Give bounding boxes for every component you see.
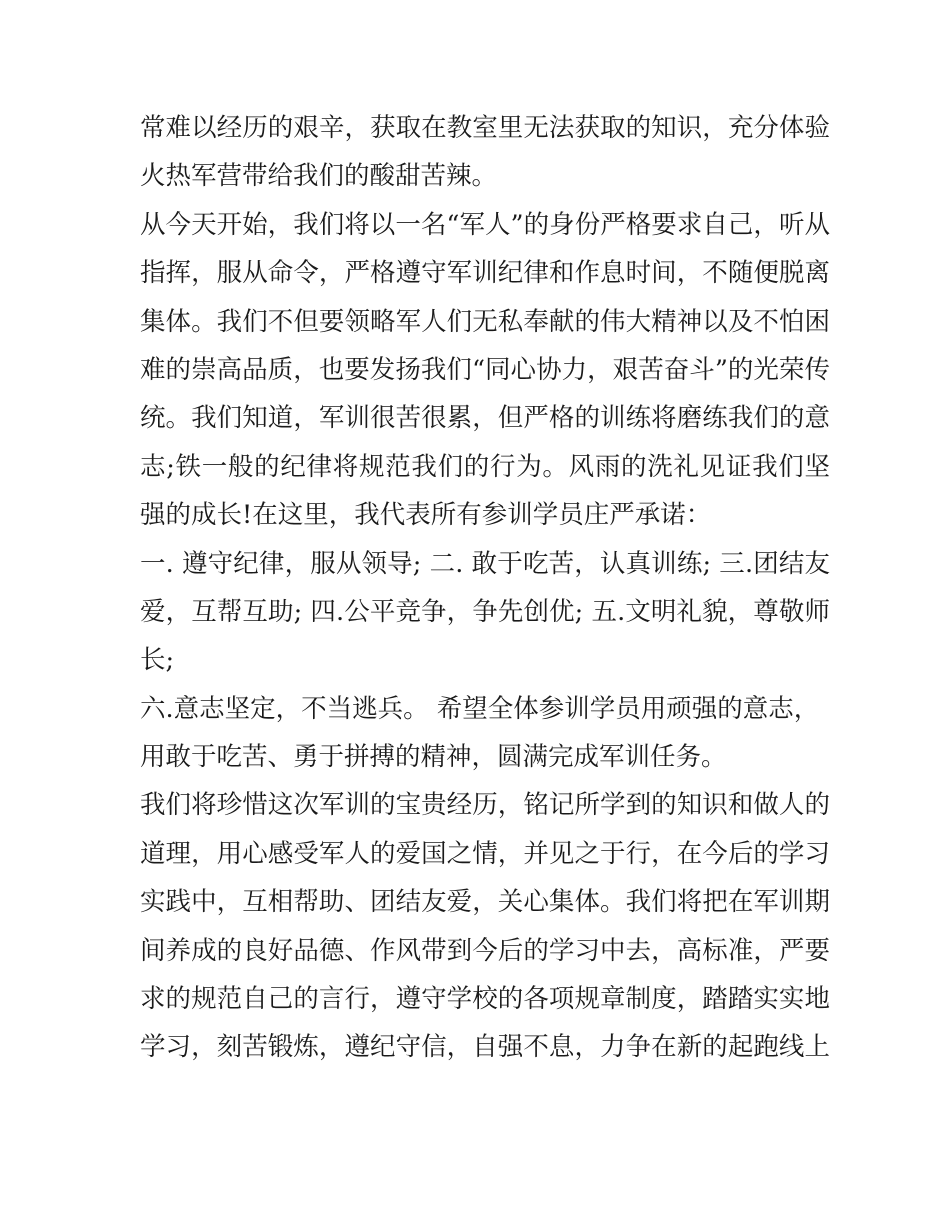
text-line: 难的崇高品质，也要发扬我们“同心协力，艰苦奋斗”的光荣传 <box>140 354 830 385</box>
text-line: 志;铁一般的纪律将规范我们的行为。风雨的洗礼见证我们坚 <box>140 451 830 482</box>
text-line: 爱，互帮互助; 四.公平竞争，争先创优; 五.文明礼貌，尊敬师 <box>140 596 830 627</box>
text-line: 间养成的良好品德、作风带到今后的学习中去，高标准，严要 <box>140 935 830 966</box>
text-line: 统。我们知道，军训很苦很累，但严格的训练将磨练我们的意 <box>140 403 830 434</box>
text-line: 实践中，互相帮助、团结友爱，关心集体。我们将把在军训期 <box>140 887 830 918</box>
text-line: 从今天开始，我们将以一名“军人”的身份严格要求自己，听从 <box>140 209 830 240</box>
text-line: 长; <box>140 645 175 676</box>
body-text <box>140 104 830 1072</box>
text-line: 六.意志坚定，不当逃兵。 希望全体参训学员用顽强的意志， <box>140 693 820 724</box>
text-line: 强的成长!在这里，我代表所有参训学员庄严承诺： <box>140 500 712 531</box>
text-line: 道理，用心感受军人的爱国之情，并见之于行，在今后的学习 <box>140 838 830 869</box>
text-line: 火热军营带给我们的酸甜苦辣。 <box>140 161 498 192</box>
text-line: 集体。我们不但要领略军人们无私奉献的伟大精神以及不怕困 <box>140 306 830 337</box>
text-line: 用敢于吃苦、勇于拼搏的精神，圆满完成军训任务。 <box>140 742 727 773</box>
text-line: 求的规范自己的言行，遵守学校的各项规章制度，踏踏实实地 <box>140 984 830 1015</box>
text-line: 学习，刻苦锻炼，遵纪守信，自强不息，力争在新的起跑线上 <box>140 1032 830 1063</box>
text-line: 一. 遵守纪律，服从领导; 二. 敢于吃苦，认真训练; 三.团结友 <box>140 548 830 579</box>
text-line: 我们将珍惜这次军训的宝贵经历，铭记所学到的知识和做人的 <box>140 790 830 821</box>
text-line: 常难以经历的艰辛，获取在教室里无法获取的知识，充分体验 <box>140 113 830 143</box>
text-line: 指挥，服从命令，严格遵守军训纪律和作息时间，不随便脱离 <box>140 258 830 289</box>
